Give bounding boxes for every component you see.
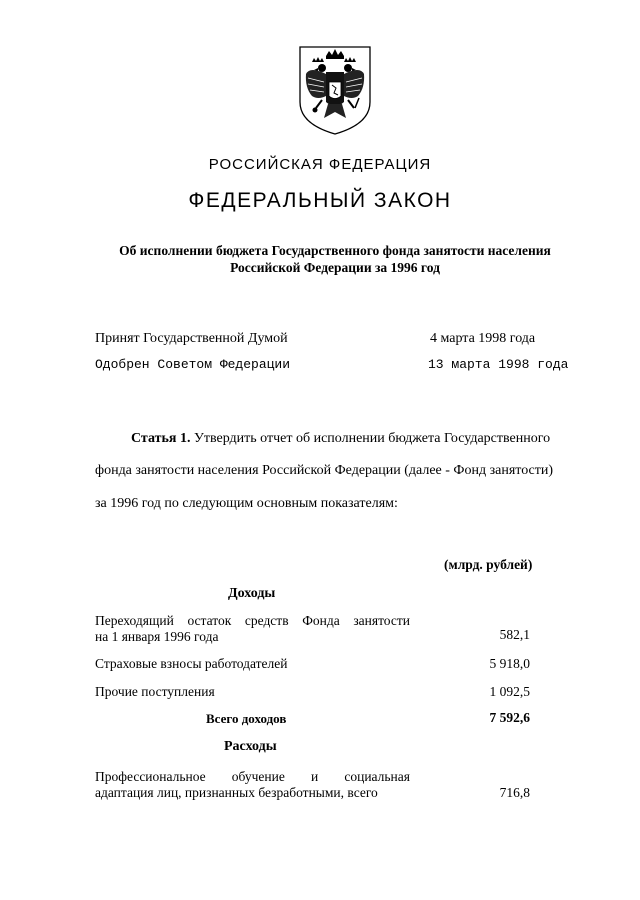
duma-adoption-label: Принят Государственной Думой <box>95 331 288 346</box>
unit-label: (млрд. рублей) <box>444 557 533 572</box>
council-approval-label: Одобрен Советом Федерации <box>95 357 291 372</box>
table-row-label: Прочие поступления <box>95 684 215 699</box>
income-total-value: 7 592,6 <box>489 710 530 725</box>
coat-of-arms-emblem <box>296 44 374 136</box>
table-row-label: адаптация лиц, признанных безработными, всего <box>95 785 378 800</box>
law-title <box>90 242 580 276</box>
law-title-line: Об исполнении бюджета Государственного фонда занятости населения <box>119 243 551 258</box>
table-row-value: 5 918,0 <box>489 656 530 671</box>
table-row-value: 716,8 <box>499 785 530 800</box>
article-line: за 1996 год по следующим основным показателям: <box>95 496 398 511</box>
table-row-label: Переходящий остаток средств Фонда занятости <box>95 613 410 628</box>
table-row-label: Страховые взносы работодателей <box>95 656 288 671</box>
article-line <box>131 431 591 447</box>
coat-of-arms-icon <box>296 44 374 136</box>
article-label: Статья 1. <box>131 431 191 446</box>
council-approval-date: 13 марта 1998 года <box>428 357 569 372</box>
law-type-heading: ФЕДЕРАЛЬНЫЙ ЗАКОН <box>188 189 452 212</box>
article-text: Утвердить отчет об исполнении бюджета Государственного <box>190 431 551 446</box>
income-heading: Доходы <box>228 586 276 601</box>
country-heading: РОССИЙСКАЯ ФЕДЕРАЦИЯ <box>208 156 432 173</box>
duma-adoption-date: 4 марта 1998 года <box>430 331 536 346</box>
income-total-label: Всего доходов <box>206 711 287 726</box>
table-row-label: Профессиональное обучение и социальная <box>95 769 410 784</box>
table-row-label: на 1 января 1996 года <box>95 629 219 644</box>
article-line: фонда занятости населения Российской Федерации (далее - Фонд занятости) <box>95 463 554 478</box>
expense-heading: Расходы <box>224 739 277 754</box>
table-row-value: 1 092,5 <box>489 684 530 699</box>
law-title-line: Российской Федерации за 1996 год <box>230 260 440 275</box>
table-row-value: 582,1 <box>499 627 530 642</box>
